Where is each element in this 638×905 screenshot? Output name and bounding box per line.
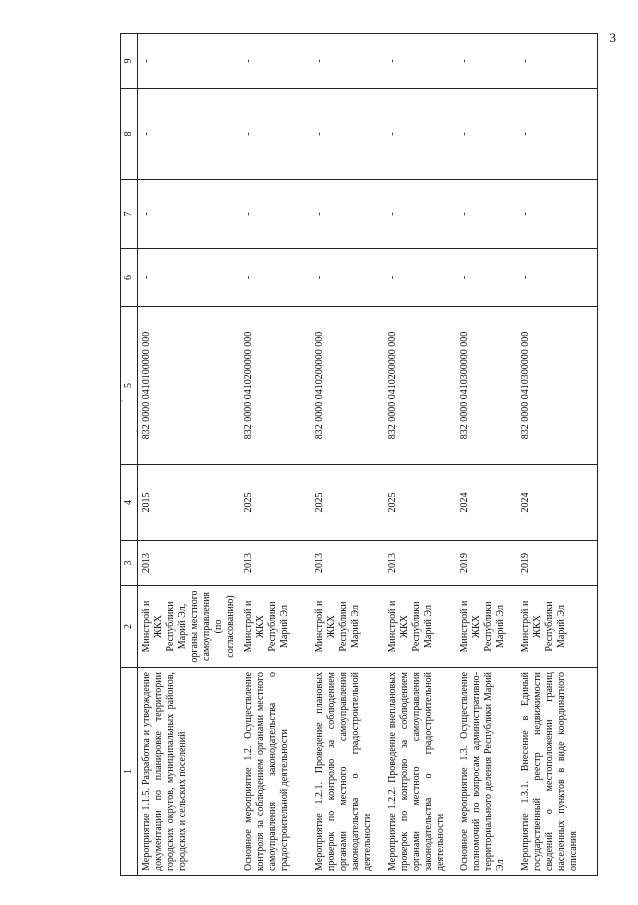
table-row [311,34,384,876]
value-cell: - [517,249,597,307]
value-cell: - [138,34,241,89]
table-row [517,34,597,876]
start-year-cell: 2019 [517,541,597,586]
measure-name-cell: Мероприятие 1.2.2. Проведение внеплановых проверок по контролю за соблюдением органами местного самоуправления законодательства о градостроительной деятельности [384,668,456,876]
end-year-cell: 2025 [240,465,311,541]
table-row [384,34,456,876]
value-cell: - [311,34,384,89]
value-cell: - [384,180,456,249]
start-year-cell: 2013 [311,541,384,586]
value-cell: - [138,180,241,249]
value-cell: - [456,249,517,307]
value-cell: - [311,180,384,249]
column-header: 5 [121,307,138,465]
executor-cell: Минстрой и ЖКХ Республики Марий Эл [456,586,517,668]
column-header: 1 [121,668,138,876]
end-year-cell: 2024 [517,465,597,541]
column-header: 8 [121,89,138,180]
column-header: 3 [121,541,138,586]
column-header: 9 [121,34,138,89]
column-header: 7 [121,180,138,249]
budget-code-cell: 832 0000 0410200000 000 [240,307,311,465]
value-cell: - [456,89,517,180]
table-row [138,34,241,876]
end-year-cell: 2024 [456,465,517,541]
value-cell: - [138,89,241,180]
column-header: 6 [121,249,138,307]
value-cell: - [456,34,517,89]
value-cell: - [240,34,311,89]
value-cell: - [384,89,456,180]
start-year-cell: 2013 [240,541,311,586]
executor-cell: Минстрой и ЖКХ Республики Марий Эл [384,586,456,668]
value-cell: - [240,180,311,249]
start-year-cell: 2019 [456,541,517,586]
value-cell: - [517,180,597,249]
executor-cell: Минстрой и ЖКХ Республики Марий Эл [517,586,597,668]
value-cell: - [311,249,384,307]
table-row [240,34,311,876]
page-number: 3 [609,30,616,45]
value-cell: - [456,180,517,249]
budget-code-cell: 832 0000 0410200000 000 [311,307,384,465]
start-year-cell: 2013 [384,541,456,586]
value-cell: - [240,89,311,180]
end-year-cell: 2025 [384,465,456,541]
end-year-cell: 2015 [138,465,241,541]
measure-name-cell: Основное мероприятие 1.2. Осуществление контроля за соблюдением органами местного самоуправления законодательства о градостроительной деятельности [240,668,311,876]
program-measures-table [120,33,598,876]
start-year-cell: 2013 [138,541,241,586]
value-cell: - [517,89,597,180]
executor-cell: Минстрой и ЖКХ Республики Марий Эл [311,586,384,668]
value-cell: - [384,34,456,89]
measure-name-cell: Мероприятие 1.1.5. Разработка и утверждение документации по планировке территории городских округов, муниципальных районов, городских и сельских поселений [138,668,241,876]
executor-cell: Минстрой и ЖКХ Республики Марий Эл [240,586,311,668]
value-cell: - [517,34,597,89]
value-cell: - [311,89,384,180]
budget-code-cell: 832 0000 0410300000 000 [517,307,597,465]
rotated-table-container [120,34,579,876]
value-cell: - [384,249,456,307]
end-year-cell: 2025 [311,465,384,541]
table-row [456,34,517,876]
value-cell: - [240,249,311,307]
table-header-row [121,34,138,876]
budget-code-cell: 832 0000 0410200000 000 [384,307,456,465]
measure-name-cell: Мероприятие 1.3.1. Внесение в Единый государственный реестр недвижимости сведений о местоположении границ населенных пунктов в виде координатного описания [517,668,597,876]
budget-code-cell: 832 0000 0410300000 000 [456,307,517,465]
measure-name-cell: Мероприятие 1.2.1. Проведение плановых проверок по контролю за соблюдением органами местного самоуправления законодательства о градостроительной деятельности [311,668,384,876]
column-header: 2 [121,586,138,668]
measure-name-cell: Основное мероприятие 1.3. Осуществление полномочий по вопросам административно-территориального деления Республики Марий Эл [456,668,517,876]
value-cell: - [138,249,241,307]
budget-code-cell: 832 0000 0410100000 000 [138,307,241,465]
executor-cell: Минстрой и ЖКХ Республики Марий Эл, органы местного самоуправления (по согласованию) [138,586,241,668]
column-header: 4 [121,465,138,541]
